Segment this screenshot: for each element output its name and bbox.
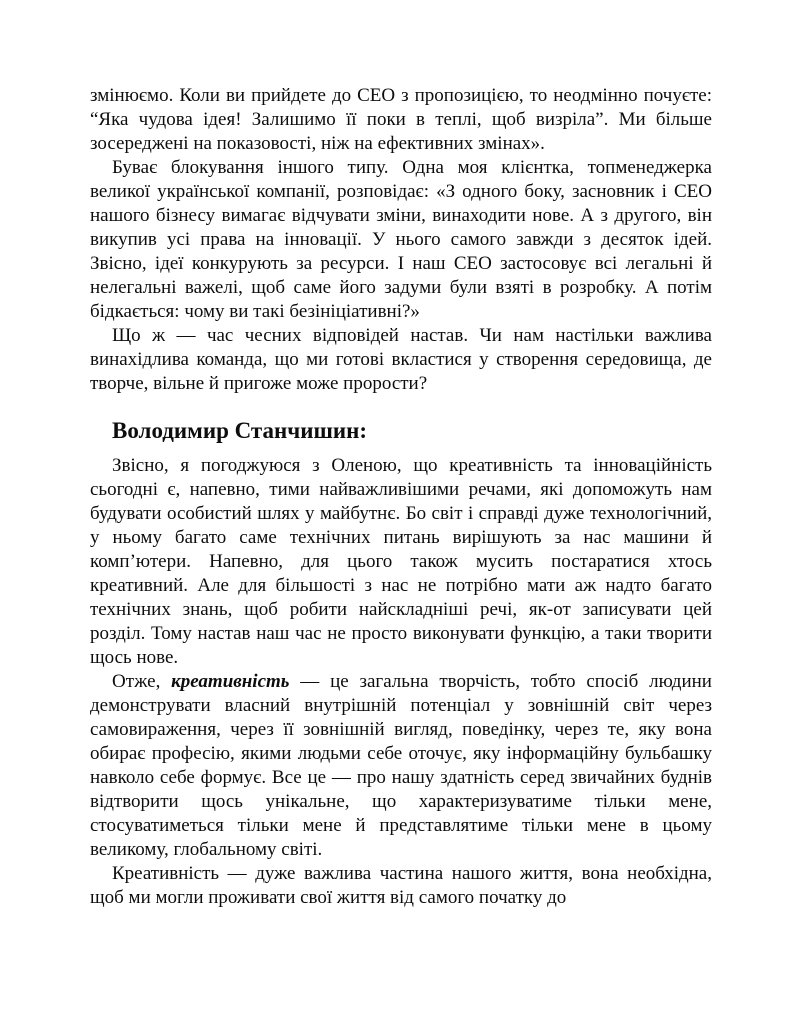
text-segment: Що ж — час чесних відповідей настав. Чи нам настільки важлива винахідлива команда, що ми готові вкластися у створення середовища, де творче, вільне й пригоже може прорости?	[90, 325, 712, 394]
text-segment: Креативність — дуже важлива частина нашого життя, вона необхідна, щоб ми могли проживати свої життя від самого початку до	[90, 863, 712, 908]
text-segment: — це загальна творчість, тобто спосіб людини демонструвати власний внутрішній потенціал у зовнішній світ через самовираження, через її зовнішній вигляд, поведінку, через те, яку вона обирає професію, якими людьми себе оточує, яку інформаційну бульбашку навколо себе формує. Все це — про нашу здатність серед звичайних буднів відтворити щось унікальне, що характеризуватиме тільки мене, стосуватиметься тільки мене й представлятиме тільки мене в цьому великому, глобальному світі.	[90, 671, 712, 860]
page-text	[90, 84, 712, 910]
emphasized-term: креативність	[171, 671, 290, 692]
paragraph	[90, 454, 712, 670]
text-segment: змінюємо. Коли ви прийдете до CEO з пропозицією, то неодмінно почуєте: “Яка чудова ідея! Залишимо її поки в теплі, щоб визріла”. Ми більше зосереджені на показовості, ніж на ефективних змінах».	[90, 85, 712, 154]
text-segment: Отже,	[112, 671, 172, 692]
paragraph	[90, 84, 712, 156]
paragraph	[90, 156, 712, 324]
paragraph	[90, 324, 712, 396]
text-segment: Володимир Станчишин:	[112, 418, 368, 443]
paragraph	[90, 670, 712, 862]
section-heading	[90, 417, 712, 445]
paragraph	[90, 862, 712, 910]
text-segment: Звісно, я погоджуюся з Оленою, що креативність та інноваційність сьогодні є, напевно, тими найважливішими речами, які допоможуть нам будувати особистий шлях у майбутнє. Бо світ і справді дуже технологічний, у ньому багато саме технічних питань вирішують за нас машини й комп’ютери. Напевно, для цього також мусить постаратися хтось креативний. Але для більшості з нас не потрібно мати аж надто багато технічних знань, щоб робити найскладніші речі, як-от записувати цей розділ. Тому настав наш час не просто виконувати функцію, а таки творити щось нове.	[90, 455, 712, 668]
text-segment: Буває блокування іншого типу. Одна моя клієнтка, топменеджерка великої української компанії, розповідає: «З одного боку, засновник і CEO нашого бізнесу вимагає відчувати зміни, винаходити нове. А з другого, він викупив усі права на інновації. У нього самого завжди з десяток ідей. Звісно, ідеї конкурують за ресурси. І наш CEO застосовує всі легальні й нелегальні важелі, щоб саме його задуми були взяті в розробку. А потім бідкається: чому ви такі безініціативні?»	[90, 157, 712, 322]
